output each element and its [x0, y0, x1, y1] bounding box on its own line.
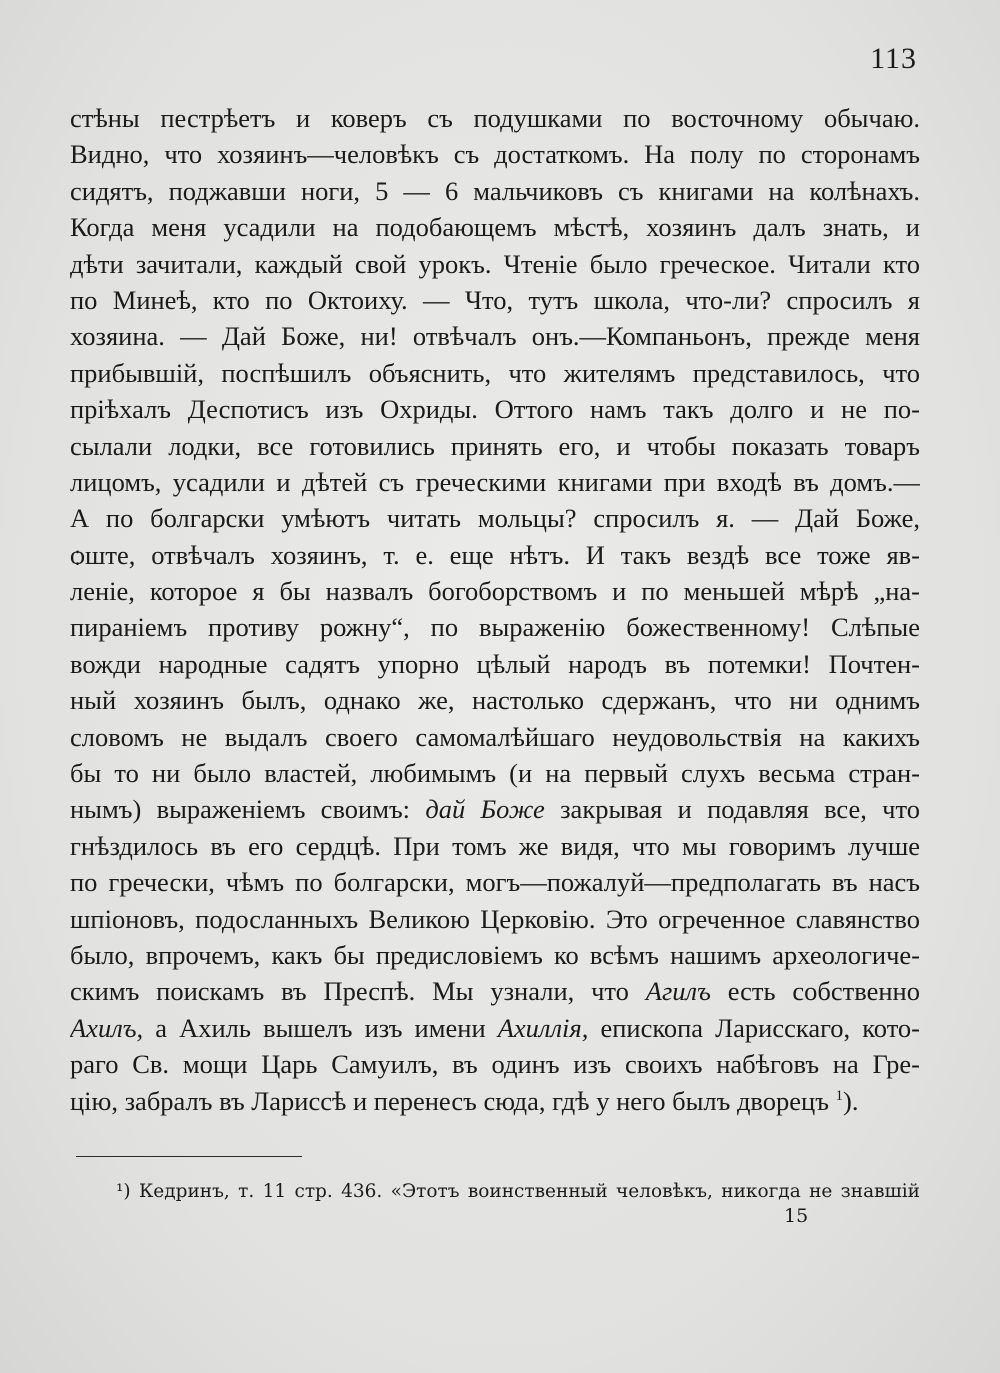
- text-line: по Минеѣ, кто по Октоиху. — Что, тутъ школа, что-ли? спросилъ я: [70, 284, 920, 315]
- italic-phrase: Ахиллія,: [497, 1012, 589, 1043]
- text-line: Когда меня усадили на подобающемъ мѣстѣ, хозяинъ далъ знать, и: [70, 212, 920, 243]
- text-line: лицомъ, усадили и дѣтей съ греческими книгами при входѣ въ домъ.—: [70, 466, 920, 497]
- body-text: [70, 100, 920, 1119]
- footnote-text: Кедринъ, т. 11 стр. 436. «Этотъ воинственный человѣкъ, никогда не знавшій: [130, 1181, 920, 1202]
- text-segment: цію, забралъ въ Ларисcѣ и перенесъ сюда, гдѣ у него былъ дворецъ: [70, 1085, 836, 1116]
- text-line: шпіоновъ, подосланныхъ Великою Церковію. Это огреченное славянство: [70, 903, 920, 934]
- text-line: леніе, которое я бы назвалъ богоборствомъ и по меньшей мѣрѣ „на-: [70, 576, 920, 607]
- footnote-rule: [76, 1156, 302, 1157]
- text-line: [70, 1010, 920, 1046]
- text-segment: есть собственно: [710, 976, 920, 1007]
- text-segment: а Ахиль вышелъ изъ имени: [143, 1012, 498, 1043]
- text-line: А по болгарски умѣютъ читать мольцы? спросилъ я. — Дай Боже,: [70, 503, 920, 534]
- text-segment: епископа Ларисскаго, кото-: [588, 1012, 920, 1043]
- text-line: дѣти зачитали, каждый свой урокъ. Чтеніе было греческое. Читали кто: [70, 248, 920, 279]
- text-line: прибывшій, поспѣшилъ объяснить, что жителямъ представилось, что: [70, 357, 920, 388]
- text-line: [70, 1083, 920, 1119]
- text-line: пираніемъ противу рожну“, по выраженію божественному! Слѣпые: [70, 612, 920, 643]
- text-line: бы то ни было властей, любимымъ (и на первый слухъ весьма стран-: [70, 758, 920, 789]
- text-segment: ).: [843, 1085, 859, 1116]
- text-line: сидятъ, поджавши ноги, 5 — 6 мальчиковъ съ книгами на колѣнахъ.: [70, 175, 920, 206]
- text-line: стѣны пестрѣетъ и коверъ съ подушками по восточному обычаю.: [70, 103, 920, 133]
- signature-mark: 15: [784, 1205, 809, 1227]
- footnote-reference: 1: [835, 1087, 844, 1104]
- footnote-marker: ¹): [116, 1181, 131, 1202]
- text-line: сылали лодки, все готовились принять его, и чтобы показать товаръ: [70, 430, 920, 461]
- text-line: пріѣхалъ Деспотисъ изъ Охриды. Оттого намъ такъ долго и не по-: [70, 394, 920, 425]
- text-line: вожди народные садятъ упорно цѣлый народъ въ потемки! Почтен-: [70, 648, 920, 679]
- text-line: было, впрочемъ, какъ бы предисловіемъ ко всѣмъ нашимъ археологиче-: [70, 939, 920, 970]
- text-line: по гречески, чѣмъ по болгарски, могъ—пожалуй—предполагать въ насъ: [70, 867, 920, 898]
- text-line: [70, 973, 920, 1009]
- text-line: [70, 791, 920, 827]
- text-line: гнѣздилось въ его сердцѣ. При томъ же видя, что мы говоримъ лучше: [70, 830, 920, 861]
- text-segment: нымъ) выраженіемъ своимъ:: [70, 794, 426, 825]
- italic-phrase: Ахилъ,: [70, 1012, 144, 1043]
- text-line: ѻште, отвѣчалъ хозяинъ, т. е. еще нѣтъ. И такъ вездѣ все тоже яв-: [70, 539, 920, 570]
- text-line: раго Св. мощи Царь Самуилъ, въ одинъ изъ своихъ набѣговъ на Гре-: [70, 1049, 920, 1080]
- italic-phrase: Агилъ: [645, 976, 711, 1007]
- text-segment: скимъ поискамъ въ Преспѣ. Мы узнали, что: [70, 976, 646, 1007]
- footnote: [116, 1180, 920, 1204]
- text-segment: закрывая и подавляя все, что: [544, 794, 920, 825]
- text-line: Видно, что хозяинъ—человѣкъ съ достаткомъ. На полу по сторонамъ: [70, 139, 920, 170]
- text-line: ный хозяинъ былъ, однако же, настолько сдержанъ, что ни однимъ: [70, 685, 920, 716]
- italic-phrase: дай Боже: [425, 794, 545, 825]
- text-line: хозяина. — Дай Боже, ни! отвѣчалъ онъ.—Компаньонъ, прежде меня: [70, 321, 920, 352]
- text-line: словомъ не выдалъ своего самомалѣйшаго неудовольствія на какихъ: [70, 721, 920, 752]
- page-number: 113: [870, 42, 917, 75]
